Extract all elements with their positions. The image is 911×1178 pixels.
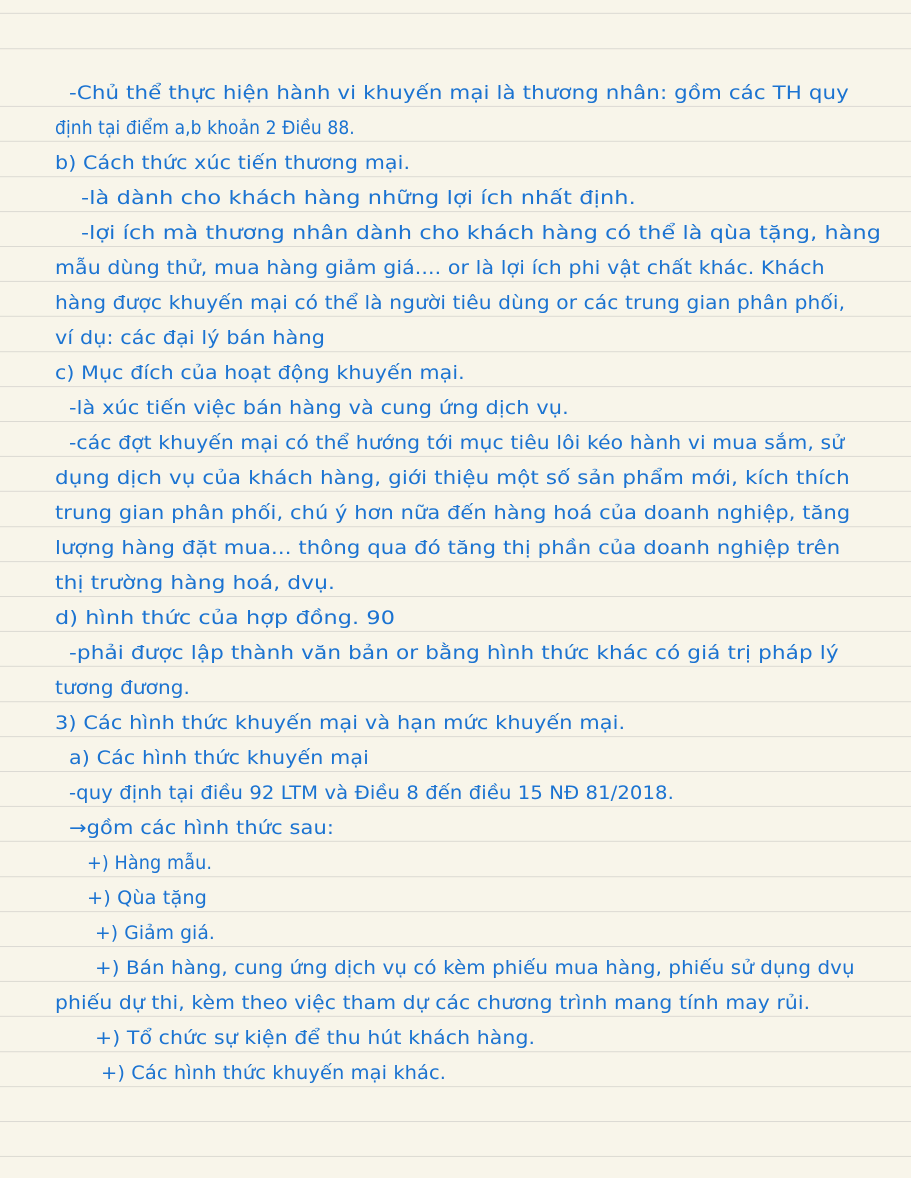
note-line-text: thị trường hàng hoá, dvụ. [55, 572, 336, 594]
note-line-text: -các đợt khuyến mại có thể hướng tới mục tiêu lôi kéo hành vi mua sắm, sử [69, 432, 845, 454]
note-line [55, 251, 905, 286]
note-line [55, 881, 905, 916]
note-line [55, 566, 905, 601]
note-line [55, 461, 905, 496]
note-line-text: -quy định tại điều 92 LTM và Điều 8 đến điều 15 NĐ 81/2018. [69, 782, 674, 804]
note-line [55, 146, 905, 181]
note-line-text: -là dành cho khách hàng những lợi ích nhất định. [81, 187, 636, 209]
note-line-text: +) Qùa tặng [87, 887, 208, 909]
note-line-text: +) Tổ chức sự kiện để thu hút khách hàng. [95, 1027, 536, 1049]
note-line-text: -lợi ích mà thương nhân dành cho khách hàng có thể là qùa tặng, hàng [81, 222, 881, 244]
note-line [55, 741, 905, 776]
note-line-text: ví dụ: các đại lý bán hàng [55, 327, 325, 349]
note-line [55, 321, 905, 356]
note-line-text: mẫu dùng thử, mua hàng giảm giá.... or là lợi ích phi vật chất khác. Khách [55, 257, 825, 279]
note-line-text: →gồm các hình thức sau: [69, 817, 335, 839]
note-line-text: +) Bán hàng, cung ứng dịch vụ có kèm phiếu mua hàng, phiếu sử dụng dvụ [95, 957, 855, 979]
note-line [55, 951, 905, 986]
note-line [55, 496, 905, 531]
note-line [55, 181, 905, 216]
note-line-text: hàng được khuyến mại có thể là người tiêu dùng or các trung gian phân phối, [55, 292, 846, 314]
note-line-text: tương đương. [55, 677, 191, 699]
note-line-text: -phải được lập thành văn bản or bằng hình thức khác có giá trị pháp lý [69, 642, 839, 664]
note-line [55, 706, 905, 741]
note-line [55, 111, 905, 146]
note-line [55, 531, 905, 566]
note-line [55, 636, 905, 671]
note-line-text: +) Hàng mẫu. [87, 852, 213, 874]
note-line-text: -là xúc tiến việc bán hàng và cung ứng dịch vụ. [69, 397, 569, 419]
note-line-text: a) Các hình thức khuyến mại [69, 747, 369, 769]
note-line-text: +) Giảm giá. [95, 922, 215, 944]
note-line-text: d) hình thức của hợp đồng. 90 [55, 607, 396, 629]
note-line [55, 1021, 905, 1056]
note-line-text: phiếu dự thi, kèm theo việc tham dự các chương trình mang tính may rủi. [55, 992, 811, 1014]
note-line [55, 426, 905, 461]
note-line [55, 286, 905, 321]
note-line [55, 811, 905, 846]
note-line-text: 3) Các hình thức khuyến mại và hạn mức khuyến mại. [55, 712, 626, 734]
note-line [55, 986, 905, 1021]
note-line-text: trung gian phân phối, chú ý hơn nữa đến hàng hoá của doanh nghiệp, tăng [55, 502, 851, 524]
note-line-text: +) Các hình thức khuyến mại khác. [101, 1062, 447, 1084]
note-line [55, 76, 905, 111]
note-line [55, 776, 905, 811]
note-line-text: định tại điểm a,b khoản 2 Điều 88. [55, 117, 355, 139]
note-line-text: c) Mục đích của hoạt động khuyến mại. [55, 362, 465, 384]
note-line [55, 356, 905, 391]
note-line-text: dụng dịch vụ của khách hàng, giới thiệu một số sản phẩm mới, kích thích [55, 467, 850, 489]
note-line-text: -Chủ thể thực hiện hành vi khuyến mại là thương nhân: gồm các TH quy [69, 82, 849, 104]
note-line [55, 846, 905, 881]
note-line [55, 216, 905, 251]
note-line [55, 601, 905, 636]
handwritten-notes [55, 76, 905, 1091]
note-line [55, 391, 905, 426]
note-line-text: b) Cách thức xúc tiến thương mại. [55, 152, 411, 174]
note-line [55, 671, 905, 706]
note-line [55, 916, 905, 951]
note-line [55, 1056, 905, 1091]
note-line-text: lượng hàng đặt mua... thông qua đó tăng thị phần của doanh nghiệp trên [55, 537, 841, 559]
